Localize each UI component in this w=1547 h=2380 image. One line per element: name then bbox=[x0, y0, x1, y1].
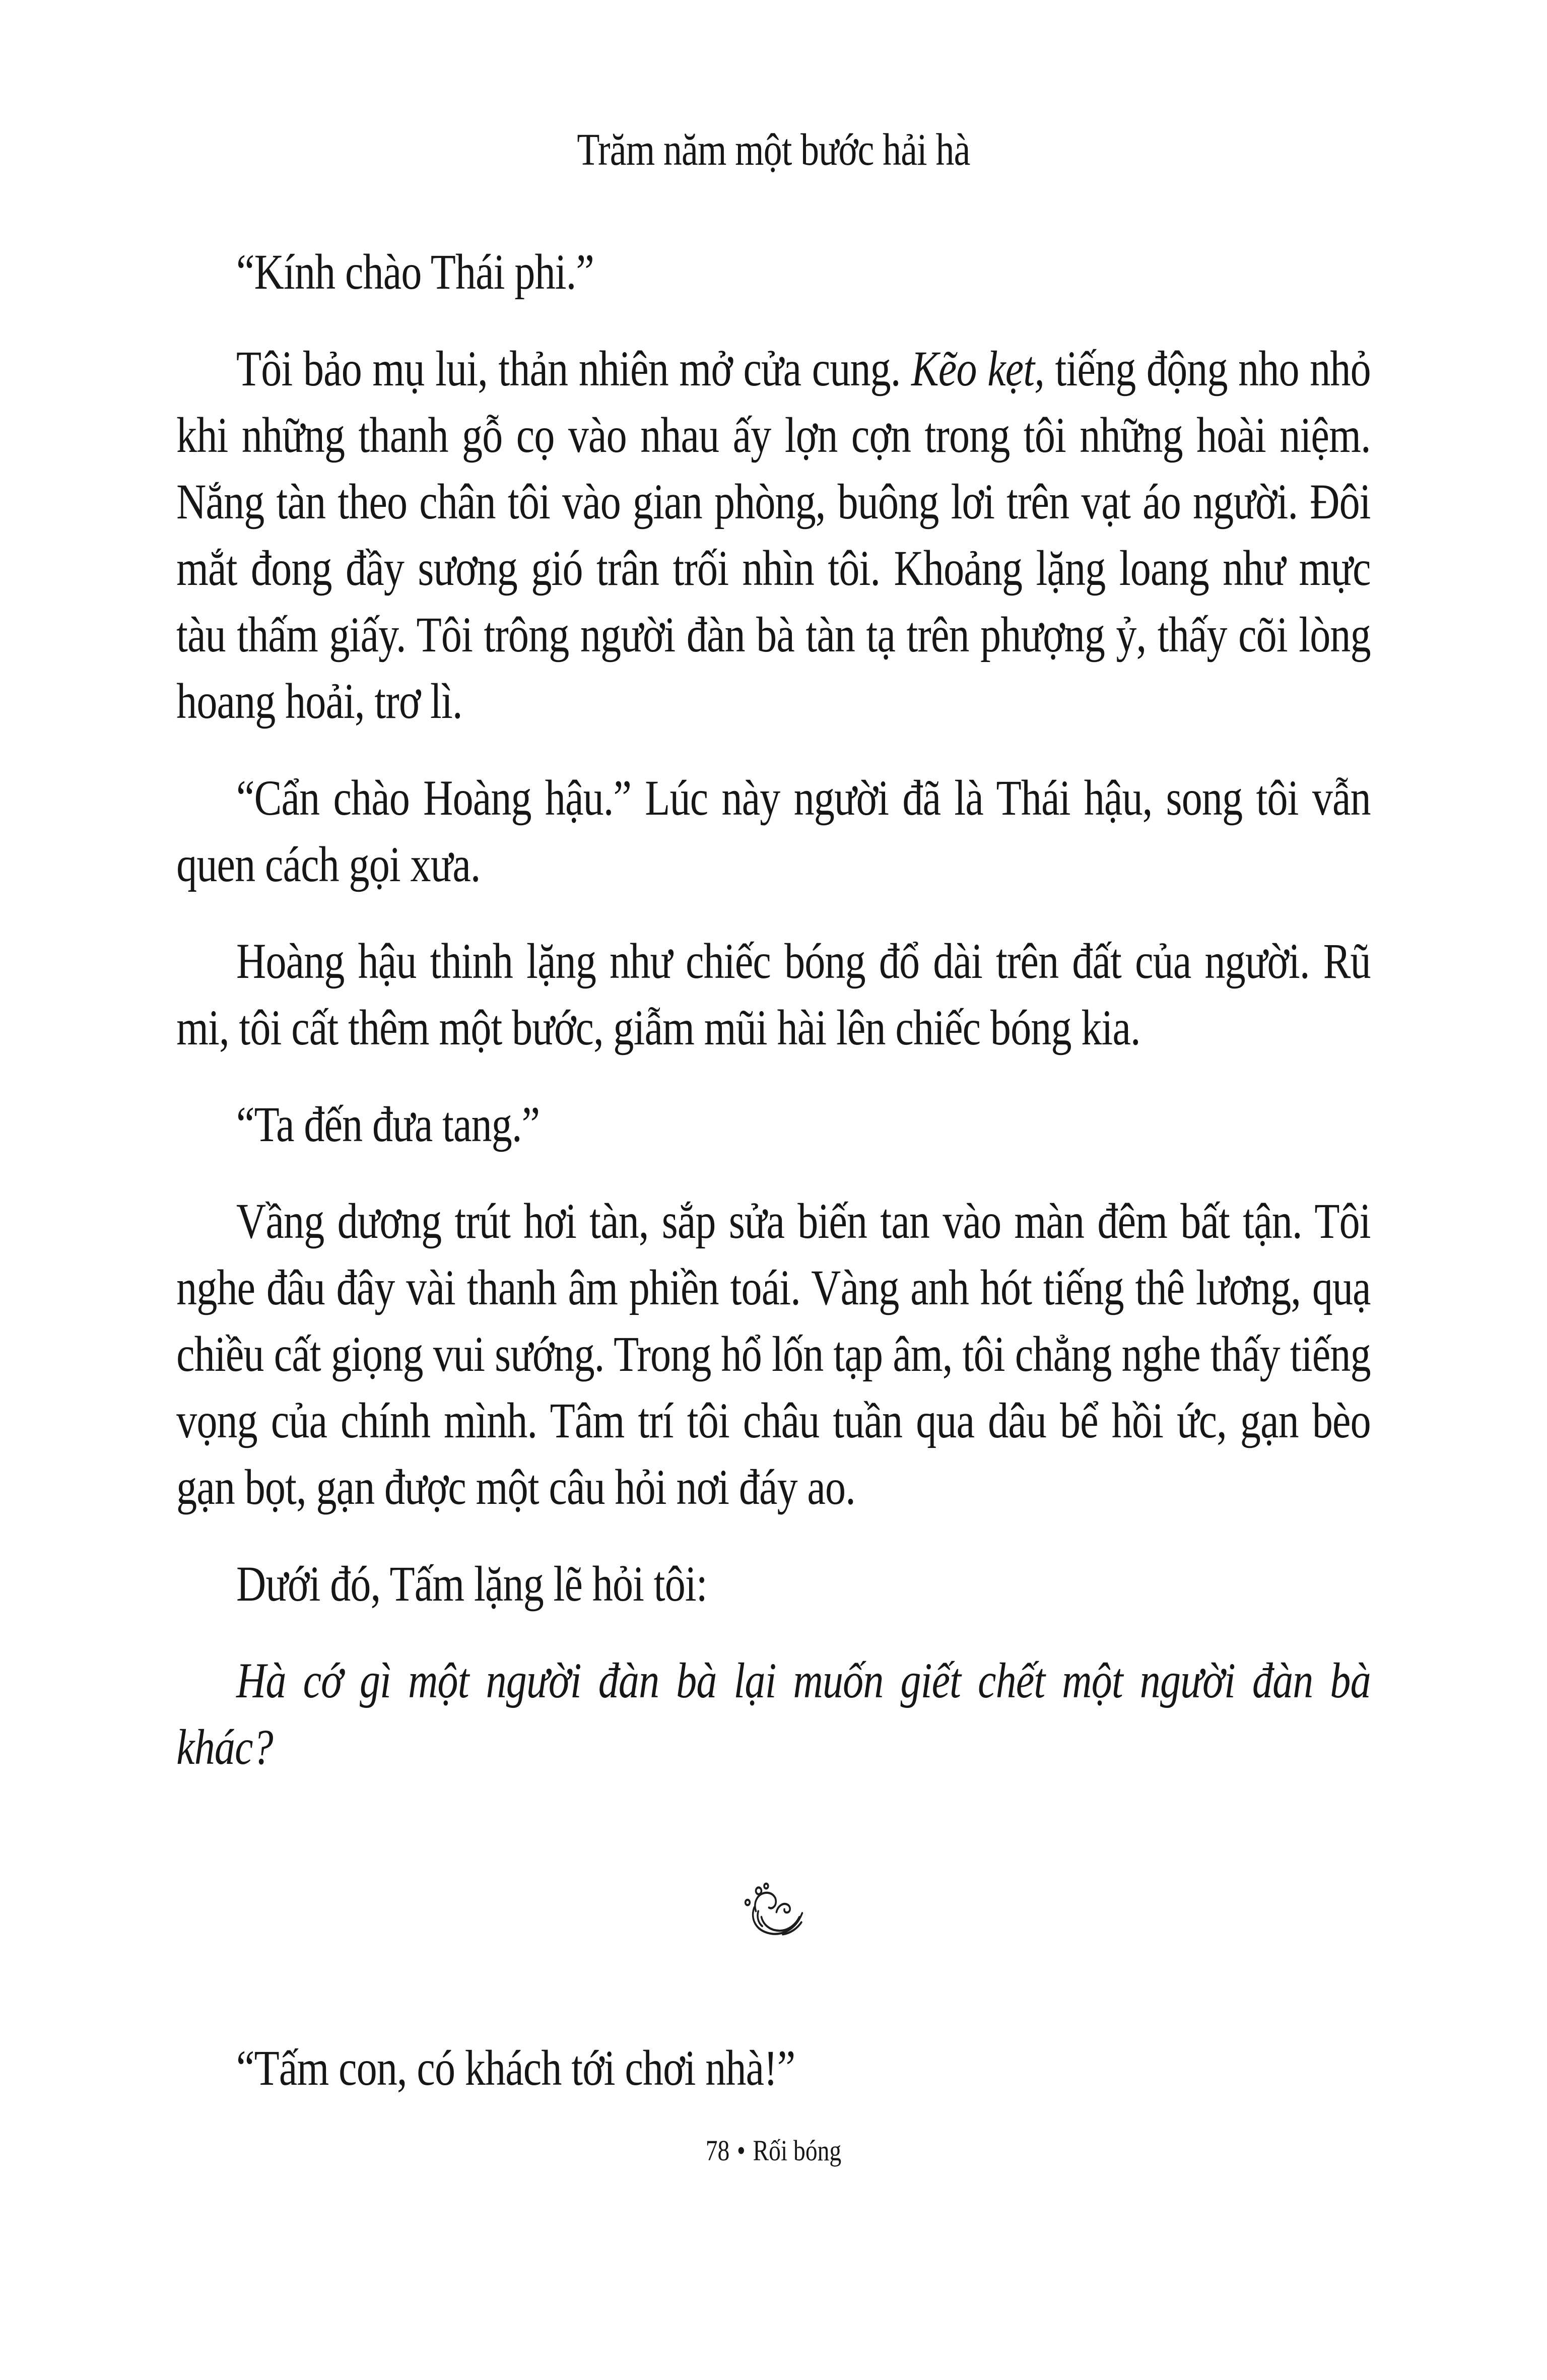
text-segment: Dưới đó, Tấm lặng lẽ hỏi tôi: bbox=[236, 1556, 707, 1612]
italic-text-segment: Kẽo kẹt, bbox=[911, 341, 1045, 396]
dialogue-funeral bbox=[176, 1091, 1371, 1158]
text-segment: Hà cớ gì một người đàn bà lại muốn giết chết một người đàn bà khác? bbox=[176, 1652, 1371, 1775]
paragraph-shadow bbox=[176, 928, 1371, 1061]
dialogue-greeting-thai-phi bbox=[176, 239, 1371, 305]
text-segment: “Tấm con, có khách tới chơi nhà!” bbox=[236, 2040, 795, 2096]
paragraph-greeting-hoang-hau bbox=[176, 765, 1371, 898]
paragraph-open-door bbox=[176, 336, 1371, 735]
page-footer bbox=[176, 2132, 1371, 2169]
running-header bbox=[176, 127, 1371, 173]
page-body bbox=[176, 239, 1371, 2101]
text-segment: Hoàng hậu thinh lặng như chiếc bóng đổ dài trên đất của người. Rũ mi, tôi cất thêm một bước, giẫm mũi hài lên chiếc bóng kia. bbox=[176, 933, 1371, 1055]
text-segment: “Kính chào Thái phi.” bbox=[236, 244, 594, 300]
text-segment: “Cẩn chào Hoàng hậu.” Lúc này người đã là Thái hậu, song tôi vẫn quen cách gọi xưa. bbox=[176, 770, 1371, 892]
text-segment: Tôi bảo mụ lui, thản nhiên mở cửa cung. bbox=[236, 341, 912, 396]
dialogue-tam-guest bbox=[176, 2035, 1371, 2101]
text-segment: Vầng dương trút hơi tàn, sắp sửa biến tan vào màn đêm bất tận. Tôi nghe đâu đây vài thanh âm phiền toái. Vàng anh hót tiếng thê lương, quạ chiều cất giọng vui sướng. Trong hổ lốn tạp âm, tôi chẳng nghe thấy tiếng vọng của chính mình. Tâm trí tôi châu tuần qua dâu bể hồi ức, gạn bèo gạn bọt, gạn được một câu hỏi nơi đáy ao. bbox=[176, 1193, 1371, 1515]
paragraph-tam-asks bbox=[176, 1551, 1371, 1617]
paragraph-italic-question bbox=[176, 1647, 1371, 1780]
footer-separator-dot: • bbox=[737, 2134, 746, 2167]
text-segment: tiếng động nho nhỏ khi những thanh gỗ cọ vào nhau ấy lợn cợn trong tôi những hoài niệm. Nắng tàn theo chân tôi vào gian phòng, buông lơi trên vạt áo người. Đôi mắt đong đầy sương gió trân trối nhìn tôi. Khoảng lặng loang như mực tàu thấm giấy. Tôi trông người đàn bà tàn tạ trên phượng ỷ, thấy cõi lòng hoang hoải, trơ lì. bbox=[176, 341, 1371, 729]
text-segment: “Ta đến đưa tang.” bbox=[236, 1096, 540, 1152]
page-content bbox=[0, 127, 1547, 2169]
chapter-title: Rối bóng bbox=[753, 2134, 842, 2167]
running-header-title: Trăm năm một bước hải hà bbox=[577, 125, 970, 175]
paragraph-sunset bbox=[176, 1188, 1371, 1520]
page-number: 78 bbox=[705, 2134, 730, 2167]
wave-ornament-icon bbox=[176, 1881, 1371, 1939]
